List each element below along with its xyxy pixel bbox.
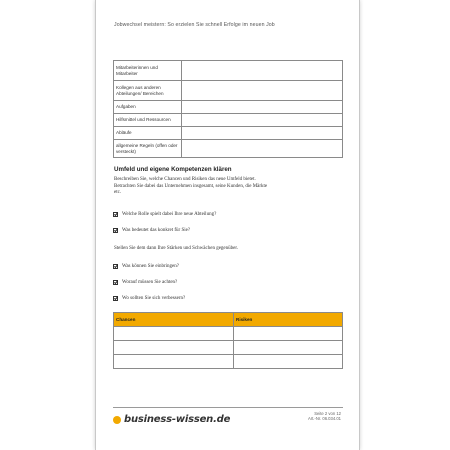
checkbox-checked-icon[interactable] xyxy=(113,280,118,285)
transition-paragraph: Stellen Sie dem dann Ihre Stärken und Schwächen gegenüber. xyxy=(114,246,238,251)
table-cell-label: allgemeine Regeln (offen oder versteckt) xyxy=(114,140,182,158)
running-header: Jobwechsel meistern: So erzielen Sie schnell Erfolge im neuen Job xyxy=(114,22,275,28)
table-cell-label: Abläufe xyxy=(114,127,182,140)
table-cell-label: Mitarbeiterinnen und Mitarbeiter xyxy=(114,61,182,81)
table-row xyxy=(114,140,343,158)
table-cell[interactable] xyxy=(234,355,343,369)
checkbox-checked-icon[interactable] xyxy=(113,264,118,269)
checklist-text: Welche Rolle spielt dabei Ihre neue Abteilung? xyxy=(122,212,217,217)
context-table xyxy=(113,60,343,158)
table-cell-label: Hilfsmittel und Ressourcen xyxy=(114,114,182,127)
checklist-text: Worauf müssen Sie achten? xyxy=(122,280,178,285)
checklist-item xyxy=(113,264,179,269)
logo-dot-icon xyxy=(113,416,121,424)
checkbox-checked-icon[interactable] xyxy=(113,296,118,301)
table-row xyxy=(114,127,343,140)
chances-risks-table xyxy=(113,312,343,369)
brand-logo xyxy=(113,414,230,425)
checklist-item xyxy=(113,212,216,217)
table-row xyxy=(114,341,343,355)
table-row xyxy=(114,81,343,101)
intro-line: etc. xyxy=(114,190,122,195)
table-cell[interactable] xyxy=(114,355,234,369)
document-page xyxy=(95,0,360,450)
table-cell-value[interactable] xyxy=(182,127,343,140)
intro-paragraph xyxy=(114,177,344,197)
table-cell-label: Kollegen aus anderen Abteilungen/ Bereichen xyxy=(114,81,182,101)
table-row xyxy=(114,355,343,369)
logo-text: business-wissen.de xyxy=(124,414,231,425)
page-meta xyxy=(308,411,341,421)
article-number: Art.-Nr. 06.034.01 xyxy=(307,416,341,422)
table-header-row xyxy=(114,313,343,327)
section-heading: Umfeld und eigene Kompetenzen klären xyxy=(114,166,232,173)
checklist-item xyxy=(113,280,177,285)
table-cell[interactable] xyxy=(114,327,234,341)
column-header-chancen: Chancen xyxy=(114,313,234,327)
intro-line: Beschreiben Sie, welche Chancen und Risiken das neue Umfeld bietet. xyxy=(114,177,256,182)
table-cell[interactable] xyxy=(114,341,234,355)
checklist-item xyxy=(113,296,185,301)
table-cell-value[interactable] xyxy=(182,140,343,158)
checklist-item xyxy=(113,228,190,233)
table-cell[interactable] xyxy=(234,327,343,341)
checkbox-checked-icon[interactable] xyxy=(113,228,118,233)
table-row xyxy=(114,327,343,341)
checklist-text: Wo sollten Sie sich verbessern? xyxy=(122,296,186,301)
table-cell-label: Aufgaben xyxy=(114,101,182,114)
table-cell-value[interactable] xyxy=(182,81,343,101)
table-cell-value[interactable] xyxy=(182,101,343,114)
table-cell[interactable] xyxy=(234,341,343,355)
checklist-text: Was bedeutet das konkret für Sie? xyxy=(122,228,191,233)
checkbox-checked-icon[interactable] xyxy=(113,212,118,217)
checklist-text: Was können Sie einbringen? xyxy=(122,264,179,269)
table-cell-value[interactable] xyxy=(182,61,343,81)
intro-line: Betrachten Sie dabei das Unternehmen insgesamt, seine Kunden, die Märkte xyxy=(114,183,268,189)
table-cell-value[interactable] xyxy=(182,114,343,127)
table-row xyxy=(114,101,343,114)
page-number: Seite 2 von 12 xyxy=(314,411,341,416)
table-row xyxy=(114,61,343,81)
column-header-risiken: Risiken xyxy=(234,313,343,327)
table-row xyxy=(114,114,343,127)
footer-divider xyxy=(113,407,343,408)
